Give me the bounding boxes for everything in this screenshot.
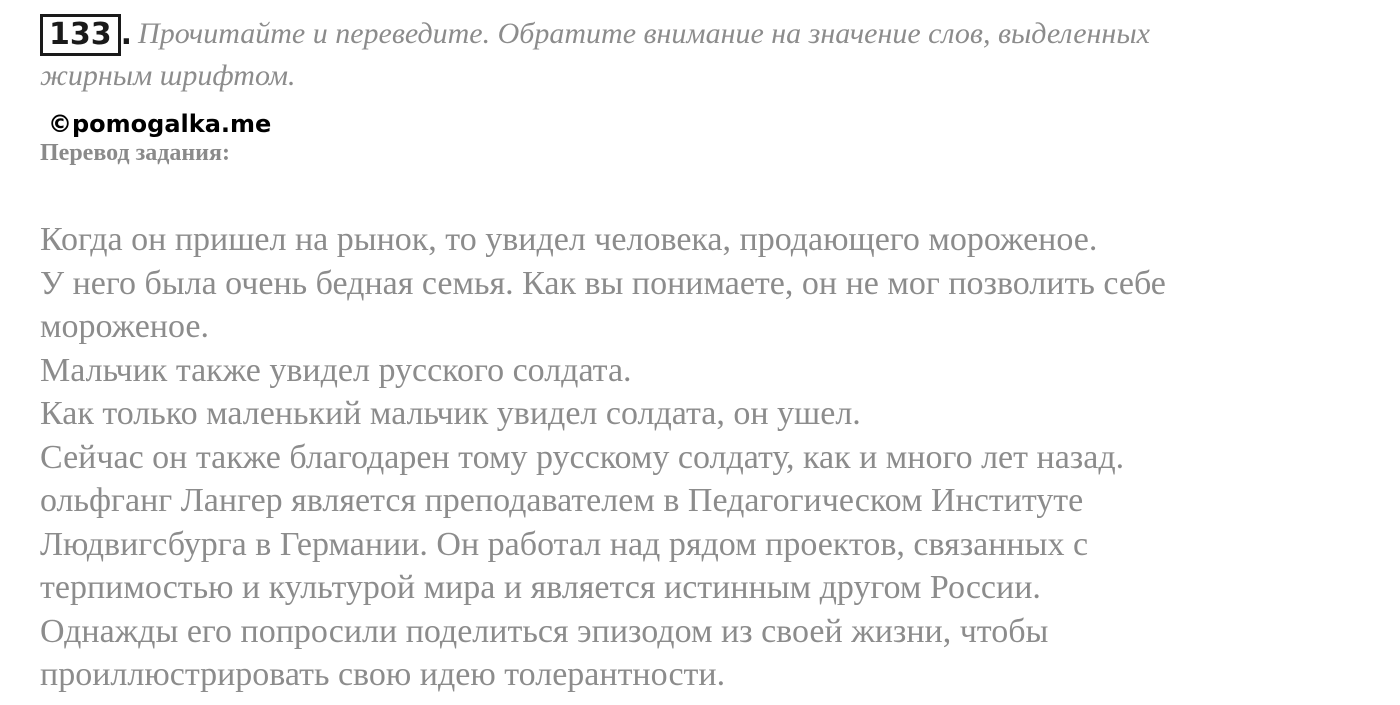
translation-line: мороженое. — [40, 308, 210, 345]
translation-line: проиллюстрировать свою идею толерантности. — [40, 656, 726, 693]
translation-line: Как только маленький мальчик увидел солдата, он ушел. — [40, 395, 861, 432]
translation-line: ольфганг Лангер является преподавателем в Педагогическом Институте — [40, 482, 1084, 519]
task-number-dot: . — [120, 17, 133, 52]
task-number-badge: 133 — [40, 14, 121, 56]
translation-line: Мальчик также увидел русского солдата. — [40, 351, 632, 389]
translation-line: Однажды его попросили поделиться эпизодом из своей жизни, чтобы — [40, 612, 1049, 650]
translation-line: У него была очень бедная семья. Как вы понимаете, он не мог позволить себе — [40, 264, 1166, 302]
task-instruction-line-2: жирным шрифтом. — [40, 59, 296, 92]
watermark: ©pomogalka.me — [48, 110, 272, 138]
translation-line: терпимостью и культурой мира и является истинным другом России. — [40, 569, 1041, 606]
task-header — [40, 14, 1370, 96]
translation-heading: Перевод задания: — [40, 140, 230, 166]
translation-line: Сейчас он также благодарен тому русскому солдату, как и много лет назад. — [40, 438, 1125, 476]
translation-body — [40, 218, 1380, 697]
translation-line: Людвигсбурга в Германии. Он работал над рядом проектов, связанных с — [40, 525, 1089, 563]
translation-line: Когда он пришел на рынок, то увидел человека, продающего мороженое. — [40, 221, 1098, 258]
task-instruction-line-1: Прочитайте и переведите. Обратите внимание на значение слов, выделенных — [138, 17, 1150, 50]
